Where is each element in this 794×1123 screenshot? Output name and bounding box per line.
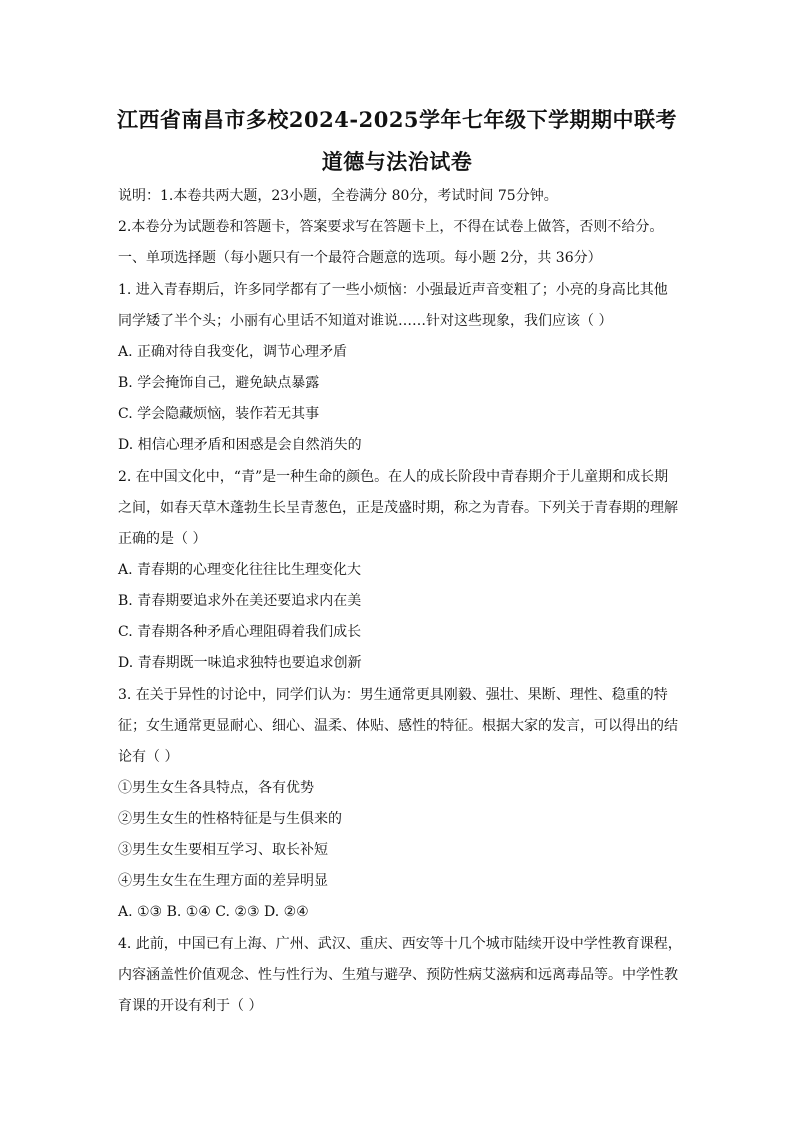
- question-3-statement-1: ①男生女生各具特点，各有优势: [118, 780, 314, 796]
- question-3-stem-line: 论有（ ）: [118, 749, 179, 765]
- question-1-option-c: C. 学会隐藏烦恼，装作若无其事: [118, 406, 320, 422]
- question-1-option-a: A. 正确对待自我变化，调节心理矛盾: [118, 344, 348, 360]
- question-3-statement-4: ④男生女生在生理方面的差异明显: [118, 873, 328, 889]
- question-2-option-c: C. 青春期各种矛盾心理阻碍着我们成长: [118, 624, 362, 640]
- question-2-option-d: D. 青春期既一味追求独特也要追求创新: [118, 655, 362, 671]
- question-2-stem-line: 之间，如春天草木蓬勃生长呈青葱色，正是茂盛时期，称之为青春。下列关于青春期的理解: [118, 500, 678, 516]
- exam-title: 江西省南昌市多校2024-2025学年七年级下学期期中联考: [116, 107, 678, 132]
- question-2-option-b: B. 青春期要追求外在美还要追求内在美: [118, 593, 362, 609]
- question-1-option-b: B. 学会掩饰自己，避免缺点暴露: [118, 375, 320, 391]
- exam-subtitle: 道德与法治试卷: [321, 149, 473, 174]
- question-3-stem-line: 3. 在关于异性的讨论中，同学们认为：男生通常更具刚毅、强壮、果断、理性、稳重的特: [118, 687, 668, 703]
- question-3-answer-options: A. ①③ B. ①④ C. ②③ D. ②④: [118, 904, 309, 920]
- question-3-statement-3: ③男生女生要相互学习、取长补短: [118, 842, 328, 858]
- question-1-stem-line: 同学矮了半个头；小丽有心里话不知道对谁说……针对这些现象，我们应该（ ）: [118, 313, 613, 329]
- question-4-stem-line: 育课的开设有利于（ ）: [118, 998, 263, 1014]
- instruction-line-1: 说明：1.本卷共两大题，23小题，全卷满分 80分，考试时间 75分钟。: [118, 188, 558, 204]
- question-4-stem-line: 4. 此前，中国已有上海、广州、武汉、重庆、西安等十几个城市陆续开设中学性教育课程，: [118, 936, 682, 952]
- question-2-stem-line: 正确的是（ ）: [118, 531, 207, 547]
- question-2-stem-line: 2. 在中国文化中，“青”是一种生命的颜色。在人的成长阶段中青春期介于儿童期和成长期: [118, 469, 669, 485]
- question-3-stem-line: 征；女生通常更显耐心、细心、温柔、体贴、感性的特征。根据大家的发言，可以得出的结: [118, 718, 678, 734]
- question-1-stem-line: 1. 进入青春期后，许多同学都有了一些小烦恼：小强最近声音变粗了；小亮的身高比其他: [118, 282, 668, 298]
- section-heading: 一、单项选择题（每小题只有一个最符合题意的选项。每小题 2分，共 36分）: [118, 250, 602, 266]
- instruction-line-2: 2.本卷分为试题卷和答题卡，答案要求写在答题卡上，不得在试卷上做答，否则不给分。: [118, 219, 664, 235]
- question-4-stem-line: 内容涵盖性价值观念、性与性行为、生殖与避孕、预防性病艾滋病和远离毒品等。中学性教: [118, 967, 678, 983]
- question-2-option-a: A. 青春期的心理变化往往比生理变化大: [118, 562, 362, 578]
- question-3-statement-2: ②男生女生的性格特征是与生俱来的: [118, 811, 342, 827]
- question-1-option-d: D. 相信心理矛盾和困惑是会自然消失的: [118, 437, 362, 453]
